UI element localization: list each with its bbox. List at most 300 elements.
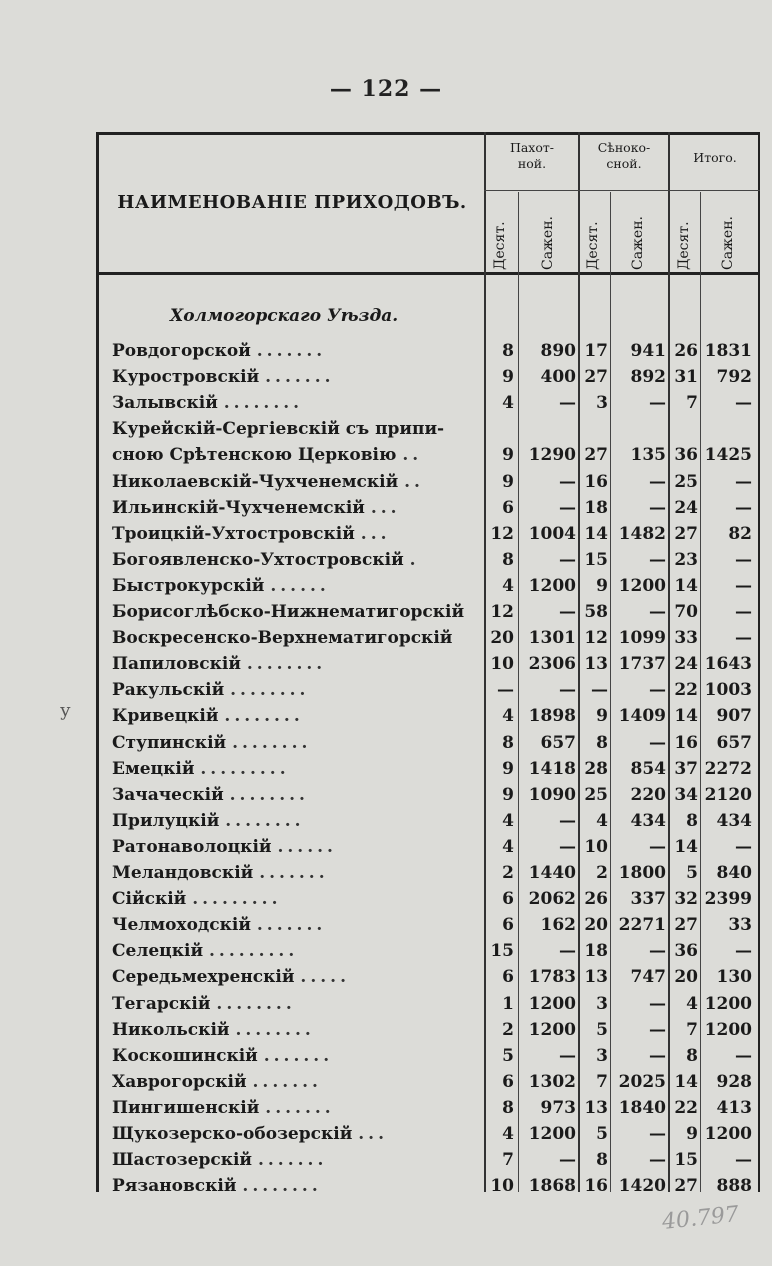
table-row xyxy=(0,602,772,628)
cell-hay-desyat: 14 xyxy=(584,523,608,544)
row-name xyxy=(112,1072,490,1092)
cell-total-desyat: 31 xyxy=(674,367,698,388)
cell-total-sazhen: — xyxy=(735,1150,752,1171)
cell-hay-desyat: 4 xyxy=(596,810,608,831)
cell-plowed-sazhen: 2062 xyxy=(528,889,576,910)
cell-plowed-sazhen: 890 xyxy=(540,341,576,361)
cell-hay-desyat: 13 xyxy=(584,654,608,675)
row-name xyxy=(112,1150,490,1170)
row-leader-dots: ....... xyxy=(265,367,335,388)
row-name-text: Ильинскій-Чухченемскій xyxy=(112,497,365,518)
table-row xyxy=(0,1046,772,1072)
row-leader-dots: ......... xyxy=(208,941,299,962)
row-leader-dots: ....... xyxy=(256,341,327,361)
cell-plowed-desyat: 4 xyxy=(502,706,514,727)
cell-total-desyat: 26 xyxy=(674,341,698,361)
cell-plowed-desyat: 9 xyxy=(502,784,514,805)
table-row xyxy=(0,1176,772,1202)
row-name xyxy=(112,524,490,544)
cell-hay-sazhen: 941 xyxy=(630,341,666,361)
cell-hay-sazhen: 2271 xyxy=(618,915,666,936)
cell-total-desyat: 7 xyxy=(686,393,698,414)
cell-hay-sazhen: — xyxy=(649,549,666,570)
cell-total-sazhen: 1200 xyxy=(704,993,752,1014)
cell-plowed-sazhen: 1868 xyxy=(528,1176,576,1197)
cell-hay-sazhen: 747 xyxy=(630,967,666,988)
row-name xyxy=(112,785,490,805)
cell-hay-desyat: 25 xyxy=(584,784,608,805)
cell-hay-sazhen: — xyxy=(649,1124,666,1144)
cell-total-desyat: 23 xyxy=(674,549,698,570)
cell-total-sazhen: — xyxy=(735,497,752,518)
cell-total-desyat: 25 xyxy=(674,471,698,492)
cell-plowed-desyat: 2 xyxy=(502,863,514,883)
cell-plowed-desyat: 8 xyxy=(502,1097,514,1118)
cell-total-sazhen: 413 xyxy=(716,1097,752,1118)
cell-plowed-sazhen: — xyxy=(559,1150,576,1171)
cell-total-sazhen: 1643 xyxy=(704,654,752,675)
cell-total-desyat: 5 xyxy=(686,863,698,883)
row-name xyxy=(112,654,490,674)
table-row xyxy=(0,472,772,498)
row-name-text: Середьмехренскій xyxy=(112,967,295,988)
row-leader-dots: ........ xyxy=(246,654,327,675)
table-row xyxy=(0,1020,772,1046)
cell-hay-desyat: 16 xyxy=(584,471,608,492)
cell-plowed-desyat: 2 xyxy=(502,1019,514,1040)
row-leader-dots: ..... xyxy=(300,967,350,988)
row-name xyxy=(112,706,490,726)
row-name-text: Сійскій xyxy=(112,889,187,910)
row-name xyxy=(112,759,490,779)
cell-total-desyat: 36 xyxy=(674,941,698,962)
row-leader-dots: ........ xyxy=(223,393,304,414)
cell-total-sazhen: 434 xyxy=(716,810,752,831)
row-name-text: Селецкій xyxy=(112,941,204,962)
row-name-text: Куростровскій xyxy=(112,367,260,388)
row-leader-dots: ........ xyxy=(230,680,310,701)
cell-plowed-desyat: 8 xyxy=(502,732,514,753)
table-row xyxy=(0,393,772,419)
cell-total-sazhen: 928 xyxy=(716,1071,752,1092)
cell-plowed-sazhen: 1004 xyxy=(528,523,576,544)
cell-total-desyat: 14 xyxy=(674,836,698,857)
row-name xyxy=(112,994,490,1014)
cell-total-desyat: 24 xyxy=(674,497,698,518)
cell-plowed-desyat: 4 xyxy=(502,575,514,596)
sub-label-sazhen: Сажен. xyxy=(630,215,646,270)
table-row xyxy=(0,680,772,706)
cell-hay-sazhen: — xyxy=(649,993,666,1014)
cell-plowed-desyat: 5 xyxy=(502,1045,514,1066)
cell-total-desyat: 16 xyxy=(674,732,698,753)
cell-total-sazhen: 1831 xyxy=(704,341,752,361)
cell-total-sazhen: 82 xyxy=(728,523,752,544)
cell-plowed-desyat: 9 xyxy=(502,758,514,779)
cell-total-sazhen: — xyxy=(735,628,752,649)
cell-hay-sazhen: 1840 xyxy=(618,1097,666,1118)
row-name xyxy=(112,393,490,413)
cell-plowed-desyat: 6 xyxy=(502,889,514,910)
cell-total-sazhen: 2272 xyxy=(704,758,752,779)
table-row xyxy=(0,994,772,1020)
cell-hay-desyat: 5 xyxy=(596,1124,608,1144)
row-name-text: Хаврогорскій xyxy=(112,1071,247,1092)
cell-plowed-desyat: 6 xyxy=(502,497,514,518)
cell-plowed-desyat: 4 xyxy=(502,1124,514,1144)
cell-hay-desyat: 18 xyxy=(584,941,608,962)
cell-hay-desyat: 8 xyxy=(596,732,608,753)
table-row xyxy=(0,367,772,393)
cell-hay-desyat: 16 xyxy=(584,1176,608,1197)
table-row xyxy=(0,733,772,759)
row-leader-dots: ...... xyxy=(277,836,337,857)
margin-mark: у xyxy=(60,700,71,721)
cell-total-desyat: 4 xyxy=(686,993,698,1014)
table-row xyxy=(0,1098,772,1124)
row-name xyxy=(112,1098,490,1118)
row-name-text: Ступинскій xyxy=(112,732,227,753)
cell-plowed-sazhen: 657 xyxy=(540,732,576,753)
cell-plowed-sazhen: — xyxy=(559,836,576,857)
table-row xyxy=(0,889,772,915)
cell-plowed-desyat: 9 xyxy=(502,445,514,466)
row-name xyxy=(112,419,490,439)
row-leader-dots: ....... xyxy=(263,1045,334,1066)
sub-label-desyat: Десят. xyxy=(492,221,508,270)
cell-total-desyat: 27 xyxy=(674,1176,698,1197)
row-name-text: Прилуцкій xyxy=(112,810,220,831)
row-name xyxy=(112,733,490,753)
table-row xyxy=(0,967,772,993)
cell-hay-desyat: 15 xyxy=(584,549,608,570)
cell-plowed-desyat: 1 xyxy=(502,993,514,1014)
group-divider xyxy=(484,190,760,191)
cell-hay-sazhen: 1409 xyxy=(618,706,666,727)
cell-total-sazhen: — xyxy=(735,549,752,570)
cell-plowed-desyat: 7 xyxy=(502,1150,514,1171)
cell-total-sazhen: — xyxy=(735,575,752,596)
cell-hay-sazhen: — xyxy=(649,393,666,414)
row-name xyxy=(112,1176,490,1196)
cell-hay-desyat: 10 xyxy=(584,836,608,857)
row-leader-dots: ........ xyxy=(235,1019,315,1040)
table-row xyxy=(0,811,772,837)
cell-plowed-desyat: 10 xyxy=(490,1176,514,1197)
cell-plowed-sazhen: 400 xyxy=(540,367,576,388)
cell-hay-sazhen: 1200 xyxy=(618,575,666,596)
row-name xyxy=(112,367,490,387)
cell-plowed-sazhen: 1418 xyxy=(528,758,576,779)
cell-total-sazhen: 792 xyxy=(716,367,752,388)
cell-hay-desyat: 8 xyxy=(596,1150,608,1171)
cell-hay-sazhen: 1420 xyxy=(618,1176,666,1197)
cell-total-desyat: 37 xyxy=(674,758,698,779)
cell-total-sazhen: — xyxy=(735,393,752,414)
row-name xyxy=(112,863,490,883)
row-name xyxy=(112,602,490,622)
cell-plowed-desyat: 8 xyxy=(502,341,514,361)
cell-total-desyat: 8 xyxy=(686,810,698,831)
cell-hay-desyat: 58 xyxy=(584,602,608,622)
cell-hay-sazhen: 1737 xyxy=(618,654,666,675)
row-leader-dots: .. xyxy=(402,445,423,466)
cell-plowed-desyat: 6 xyxy=(502,967,514,988)
group-label-total: Итого. xyxy=(693,150,737,165)
cell-hay-desyat: 13 xyxy=(584,967,608,988)
cell-plowed-sazhen: — xyxy=(559,941,576,962)
table-row xyxy=(0,445,772,471)
table-row xyxy=(0,1150,772,1176)
sub-label-desyat: Десят. xyxy=(676,221,692,270)
cell-total-desyat: 14 xyxy=(674,706,698,727)
row-name-text: Шастозерскій xyxy=(112,1150,253,1171)
row-name-text: Николаевскій-Чухченемскій xyxy=(112,471,399,492)
table-row xyxy=(0,498,772,524)
cell-total-desyat: 9 xyxy=(686,1124,698,1144)
table-row xyxy=(0,550,772,576)
cell-hay-desyat: 13 xyxy=(584,1097,608,1118)
row-leader-dots: .. xyxy=(404,471,424,492)
cell-hay-desyat: 12 xyxy=(584,628,608,649)
table-row xyxy=(0,785,772,811)
table-row xyxy=(0,915,772,941)
row-leader-dots: ......... xyxy=(192,889,282,910)
table-row xyxy=(0,941,772,967)
cell-hay-desyat: — xyxy=(591,680,608,701)
cell-total-desyat: 32 xyxy=(674,889,698,910)
sub-label-sazhen: Сажен. xyxy=(540,215,556,270)
row-leader-dots: ... xyxy=(360,523,391,544)
cell-hay-desyat: 3 xyxy=(596,393,608,414)
cell-hay-sazhen: — xyxy=(649,732,666,753)
cell-plowed-sazhen: — xyxy=(559,810,576,831)
row-name xyxy=(112,915,490,935)
cell-hay-desyat: 7 xyxy=(596,1071,608,1092)
page-number: — 122 — xyxy=(329,76,443,102)
cell-total-desyat: 22 xyxy=(674,1097,698,1118)
row-leader-dots: . xyxy=(409,549,420,570)
cell-plowed-desyat: — xyxy=(497,680,514,701)
row-name xyxy=(112,576,490,596)
cell-total-desyat: 8 xyxy=(686,1045,698,1066)
row-leader-dots: ....... xyxy=(265,1097,335,1118)
cell-hay-sazhen: — xyxy=(649,602,666,622)
header-divider xyxy=(96,272,760,275)
cell-total-sazhen: — xyxy=(735,836,752,857)
cell-total-desyat: 34 xyxy=(674,784,698,805)
cell-hay-sazhen: — xyxy=(649,471,666,492)
sub-label-desyat: Десят. xyxy=(585,221,601,270)
table-title: НАИМЕНОВАНІЕ ПРИХОДОВЪ. xyxy=(117,192,467,213)
cell-plowed-desyat: 12 xyxy=(490,602,514,622)
table-row xyxy=(0,341,772,367)
row-name xyxy=(112,837,490,857)
cell-hay-sazhen: 854 xyxy=(630,758,666,779)
cell-plowed-desyat: 4 xyxy=(502,836,514,857)
cell-plowed-desyat: 8 xyxy=(502,549,514,570)
group-label-hay: Сѣноко- сной. xyxy=(597,140,651,171)
cell-hay-sazhen: — xyxy=(649,836,666,857)
section-title: Холмогорскаго Уѣзда. xyxy=(170,306,399,326)
cell-hay-sazhen: 220 xyxy=(630,784,666,805)
cell-plowed-desyat: 15 xyxy=(490,941,514,962)
row-name xyxy=(112,445,490,465)
row-name-text: Ровдогорской xyxy=(112,341,251,361)
cell-hay-sazhen: — xyxy=(649,680,666,701)
cell-plowed-desyat: 6 xyxy=(502,915,514,936)
cell-hay-sazhen: 892 xyxy=(630,367,666,388)
cell-plowed-desyat: 4 xyxy=(502,393,514,414)
cell-plowed-sazhen: 1200 xyxy=(528,993,576,1014)
row-name-text: Богоявленско-Ухтостровскій xyxy=(112,549,404,570)
cell-total-sazhen: 1425 xyxy=(704,445,752,466)
cell-hay-desyat: 3 xyxy=(596,993,608,1014)
cell-total-sazhen: 1200 xyxy=(704,1019,752,1040)
table-row xyxy=(0,1072,772,1098)
row-name xyxy=(112,1046,490,1066)
cell-plowed-desyat: 20 xyxy=(490,628,514,649)
cell-plowed-sazhen: 1783 xyxy=(528,967,576,988)
cell-plowed-desyat: 10 xyxy=(490,654,514,675)
row-name-text: Пингишенскій xyxy=(112,1097,260,1118)
row-name-text: Тегарскій xyxy=(112,993,211,1014)
cell-plowed-sazhen: — xyxy=(559,1045,576,1066)
table-row xyxy=(0,837,772,863)
cell-total-sazhen: 888 xyxy=(716,1176,752,1197)
cell-total-sazhen: 130 xyxy=(716,967,752,988)
row-leader-dots: ....... xyxy=(252,1071,322,1092)
cell-hay-sazhen: 337 xyxy=(630,889,666,910)
row-name xyxy=(112,628,490,648)
row-name-text: Борисоглѣбско-Нижнематигорскій xyxy=(112,602,465,622)
table-row xyxy=(0,524,772,550)
cell-plowed-desyat: 9 xyxy=(502,367,514,388)
cell-total-sazhen: — xyxy=(735,1045,752,1066)
cell-hay-desyat: 28 xyxy=(584,758,608,779)
cell-total-sazhen: — xyxy=(735,602,752,622)
cell-plowed-desyat: 4 xyxy=(502,810,514,831)
row-name-text: Челмоходскій xyxy=(112,915,251,936)
cell-hay-sazhen: — xyxy=(649,497,666,518)
row-leader-dots: ........ xyxy=(225,810,305,831)
cell-plowed-sazhen: — xyxy=(559,497,576,518)
row-name xyxy=(112,341,490,361)
cell-hay-desyat: 2 xyxy=(596,863,608,883)
row-leader-dots: ........ xyxy=(224,706,304,727)
cell-total-sazhen: 2399 xyxy=(704,889,752,910)
row-leader-dots: ... xyxy=(358,1124,389,1144)
cell-hay-desyat: 3 xyxy=(596,1045,608,1066)
cell-plowed-desyat: 9 xyxy=(502,471,514,492)
cell-total-desyat: 7 xyxy=(686,1019,698,1040)
cell-total-desyat: 22 xyxy=(674,680,698,701)
cell-hay-desyat: 9 xyxy=(596,575,608,596)
sub-label-sazhen: Сажен. xyxy=(720,215,736,270)
row-name-text: Ратонаволоцкій xyxy=(112,836,272,857)
row-name-text: Папиловскій xyxy=(112,654,241,675)
row-leader-dots: ........ xyxy=(232,732,312,753)
cell-plowed-sazhen: 1090 xyxy=(528,784,576,805)
row-leader-dots: ....... xyxy=(257,1150,328,1171)
cell-plowed-sazhen: 973 xyxy=(540,1097,576,1118)
cell-hay-sazhen: — xyxy=(649,941,666,962)
cell-plowed-sazhen: 1302 xyxy=(528,1071,576,1092)
cell-total-desyat: 27 xyxy=(674,915,698,936)
group-label-plowed: Пахот- ной. xyxy=(509,140,555,171)
cell-hay-sazhen: 1482 xyxy=(618,523,666,544)
cell-total-sazhen: 907 xyxy=(716,706,752,727)
cell-total-desyat: 27 xyxy=(674,523,698,544)
cell-total-sazhen: 1200 xyxy=(704,1124,752,1144)
table-row xyxy=(0,419,772,445)
row-name xyxy=(112,967,490,987)
cell-hay-desyat: 17 xyxy=(584,341,608,361)
cell-plowed-sazhen: 162 xyxy=(540,915,576,936)
row-leader-dots: ........ xyxy=(229,784,309,805)
row-name-text: сною Срѣтенскою Церковію xyxy=(112,445,397,466)
cell-hay-sazhen: — xyxy=(649,1150,666,1171)
row-name xyxy=(112,1020,490,1040)
cell-hay-desyat: 27 xyxy=(584,445,608,466)
cell-hay-sazhen: — xyxy=(649,1019,666,1040)
cell-plowed-sazhen: — xyxy=(559,393,576,414)
cell-total-desyat: 14 xyxy=(674,575,698,596)
row-name-text: Рязановскій xyxy=(112,1176,237,1197)
table-row xyxy=(0,654,772,680)
pencil-annotation: 40.797 xyxy=(660,1202,741,1235)
row-name-text: Емецкій xyxy=(112,758,195,779)
row-leader-dots: ......... xyxy=(200,758,290,779)
table-row xyxy=(0,628,772,654)
row-name-text: Быстрокурскій xyxy=(112,575,265,596)
cell-plowed-sazhen: — xyxy=(559,549,576,570)
row-leader-dots: ....... xyxy=(256,915,327,936)
cell-hay-desyat: 20 xyxy=(584,915,608,936)
cell-total-desyat: 14 xyxy=(674,1071,698,1092)
row-name-text: Никольскій xyxy=(112,1019,230,1040)
cell-hay-sazhen: 135 xyxy=(630,445,666,466)
table-row xyxy=(0,576,772,602)
cell-total-sazhen: 657 xyxy=(716,732,752,753)
row-name-text: Курейскій-Сергіевскій съ припи- xyxy=(112,419,445,440)
row-name-text: Воскресенско-Верхнематигорскій xyxy=(112,628,453,649)
row-name xyxy=(112,498,490,518)
row-leader-dots: ... xyxy=(370,497,401,518)
cell-total-sazhen: 33 xyxy=(728,915,752,936)
cell-plowed-sazhen: 1898 xyxy=(528,706,576,727)
row-name-text: Зачаческій xyxy=(112,784,224,805)
cell-plowed-sazhen: 1440 xyxy=(528,863,576,883)
table-row xyxy=(0,759,772,785)
cell-total-desyat: 70 xyxy=(674,602,698,622)
cell-hay-sazhen: 2025 xyxy=(618,1071,666,1092)
cell-plowed-desyat: 12 xyxy=(490,523,514,544)
row-name-text: Троицкій-Ухтостровскій xyxy=(112,523,355,544)
cell-hay-desyat: 27 xyxy=(584,367,608,388)
row-name-text: Коскошинскій xyxy=(112,1045,258,1066)
row-leader-dots: ...... xyxy=(270,575,330,596)
cell-hay-desyat: 26 xyxy=(584,889,608,910)
cell-total-desyat: 33 xyxy=(674,628,698,649)
cell-total-desyat: 15 xyxy=(674,1150,698,1171)
cell-hay-sazhen: — xyxy=(649,1045,666,1066)
row-leader-dots: ........ xyxy=(242,1176,322,1197)
row-name xyxy=(112,811,490,831)
cell-plowed-desyat: 6 xyxy=(502,1071,514,1092)
cell-total-sazhen: 2120 xyxy=(704,784,752,805)
cell-hay-sazhen: 434 xyxy=(630,810,666,831)
